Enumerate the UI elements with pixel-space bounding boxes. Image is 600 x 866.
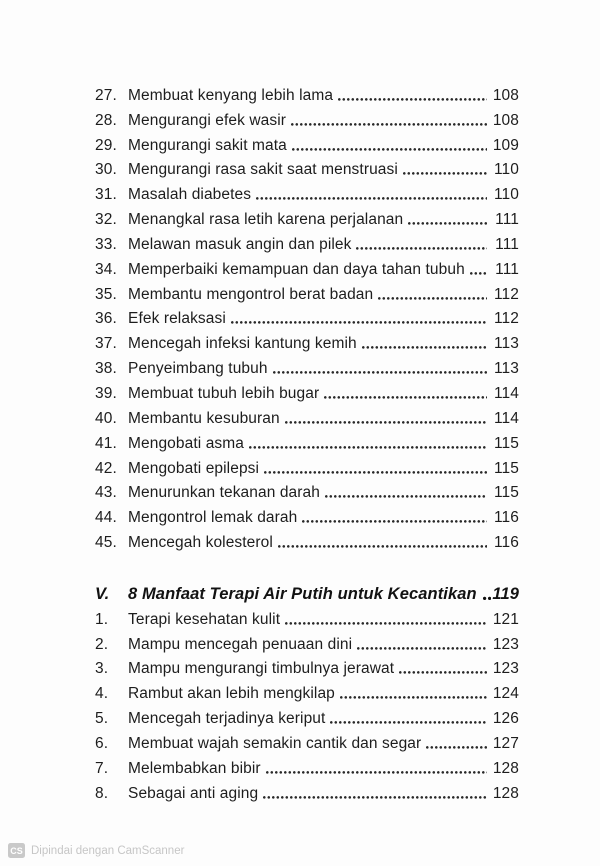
- entry-page: 109: [492, 136, 519, 154]
- toc-entry: [95, 527, 519, 552]
- dot-leader: [330, 720, 487, 725]
- dot-leader: [325, 494, 487, 499]
- entry-title: Masalah diabetes: [128, 186, 252, 204]
- entry-page: 114: [493, 409, 519, 427]
- entry-title: Membuat kenyang lebih lama: [128, 86, 334, 104]
- entry-title: Menurunkan tekanan darah: [128, 484, 320, 502]
- toc-entry: [95, 728, 519, 753]
- entry-page: 128: [492, 784, 519, 802]
- entry-title: Membantu mengontrol berat badan: [128, 285, 374, 303]
- dot-leader: [278, 544, 487, 549]
- dot-leader: [408, 221, 487, 226]
- entry-page: 108: [492, 86, 519, 104]
- toc-entry: [95, 80, 519, 105]
- entry-title: Mencegah terjadinya keriput: [128, 710, 326, 728]
- toc-entry: [95, 155, 519, 180]
- toc-entry: [95, 378, 519, 403]
- camscanner-watermark: [8, 843, 184, 858]
- dot-leader: [470, 271, 487, 276]
- toc-section-v: [95, 579, 519, 803]
- entry-page: 111: [495, 211, 519, 229]
- entry-page: 111: [495, 235, 519, 253]
- toc-entry: [95, 130, 519, 155]
- entry-number: 41.: [95, 434, 117, 452]
- entry-title: Terapi kesehatan kulit: [128, 610, 281, 628]
- toc-entry: [95, 453, 519, 478]
- entry-title: Sebagai anti aging: [128, 784, 259, 802]
- dot-leader: [378, 296, 487, 301]
- entry-page: 115: [493, 459, 519, 477]
- entry-page: 124: [492, 685, 519, 703]
- toc-entry: [95, 579, 519, 604]
- dot-leader: [291, 122, 487, 127]
- entry-title: 8 Manfaat Terapi Air Putih untuk Kecantikan: [128, 584, 477, 603]
- entry-page: 113: [493, 335, 519, 353]
- dot-leader: [273, 370, 487, 375]
- toc-entry: [95, 105, 519, 130]
- entry-page: 123: [492, 635, 519, 653]
- toc-entry: [95, 654, 519, 679]
- entry-number: 31.: [95, 186, 117, 204]
- entry-title: Melawan masuk angin dan pilek: [128, 235, 352, 253]
- entry-number: 29.: [95, 136, 117, 154]
- toc-entry: [95, 604, 519, 629]
- dot-leader: [357, 646, 487, 651]
- entry-page: 116: [493, 534, 519, 552]
- entry-title: Mengontrol lemak darah: [128, 509, 298, 527]
- dot-leader: [263, 795, 487, 800]
- toc-entry: [95, 328, 519, 353]
- toc-entry: [95, 204, 519, 229]
- dot-leader: [356, 246, 487, 251]
- entry-page: 112: [493, 310, 519, 328]
- entry-title: Melembabkan bibir: [128, 759, 261, 777]
- dot-leader: [338, 97, 487, 102]
- entry-title: Efek relaksasi: [128, 310, 226, 328]
- entry-title: Rambut akan lebih mengkilap: [128, 685, 335, 703]
- entry-title: Mengurangi sakit mata: [128, 136, 287, 154]
- entry-page: 128: [492, 759, 519, 777]
- entry-page: 108: [492, 111, 519, 129]
- entry-page: 119: [492, 584, 519, 603]
- entry-number: 44.: [95, 509, 117, 527]
- toc-entry: [95, 678, 519, 703]
- dot-leader: [285, 420, 487, 425]
- toc-entry: [95, 279, 519, 304]
- entry-number: 28.: [95, 111, 117, 129]
- dot-leader: [264, 470, 487, 475]
- entry-number: 1.: [95, 610, 109, 628]
- toc-entry: [95, 629, 519, 654]
- entry-title: Penyeimbang tubuh: [128, 360, 268, 378]
- entry-page: 123: [492, 660, 519, 678]
- entry-page: 127: [492, 734, 519, 752]
- toc-entry: [95, 428, 519, 453]
- entry-page: 121: [492, 610, 519, 628]
- entry-number: 2.: [95, 635, 109, 653]
- entry-number: 30.: [95, 161, 117, 179]
- toc-entry: [95, 502, 519, 527]
- entry-title: Mampu mencegah penuaan dini: [128, 635, 353, 653]
- toc-entry: [95, 778, 519, 803]
- dot-leader: [256, 196, 487, 201]
- entry-page: 115: [493, 484, 519, 502]
- entry-number: 27.: [95, 86, 117, 104]
- entry-page: 111: [495, 260, 519, 278]
- dot-leader: [249, 445, 487, 450]
- dot-leader: [292, 147, 487, 152]
- toc-entry: [95, 753, 519, 778]
- dot-leader: [399, 670, 487, 675]
- dot-leader: [324, 395, 487, 400]
- entry-title: Membuat wajah semakin cantik dan segar: [128, 734, 422, 752]
- entry-number: 5.: [95, 710, 109, 728]
- entry-title: Mampu mengurangi timbulnya jerawat: [128, 660, 395, 678]
- entry-title: Membantu kesuburan: [128, 409, 280, 427]
- entry-number: 38.: [95, 360, 117, 378]
- entry-number: 32.: [95, 211, 117, 229]
- entry-number: 42.: [95, 459, 117, 477]
- entry-number: 45.: [95, 534, 117, 552]
- entry-title: Mengurangi rasa sakit saat menstruasi: [128, 161, 398, 179]
- toc-entry: [95, 304, 519, 329]
- entry-number: 39.: [95, 384, 117, 402]
- entry-title: Mengobati asma: [128, 434, 244, 452]
- toc-entry: [95, 403, 519, 428]
- dot-leader: [266, 770, 487, 775]
- entry-page: 112: [493, 285, 519, 303]
- camscanner-text: Dipindai dengan CamScanner: [31, 844, 185, 857]
- entry-number: 36.: [95, 310, 117, 328]
- entry-number: 8.: [95, 784, 109, 802]
- dot-leader: [302, 519, 487, 524]
- dot-leader: [403, 171, 487, 176]
- entry-title: Memperbaiki kemampuan dan daya tahan tubuh: [128, 260, 465, 278]
- entry-page: 116: [493, 509, 519, 527]
- toc-entry: [95, 703, 519, 728]
- entry-page: 115: [493, 434, 519, 452]
- entry-number: 35.: [95, 285, 117, 303]
- entry-number: 37.: [95, 335, 117, 353]
- entry-title: Mengobati epilepsi: [128, 459, 260, 477]
- camscanner-icon: CS: [8, 843, 25, 858]
- dot-leader: [231, 320, 487, 325]
- toc-list-items-27-45: [95, 80, 519, 552]
- dot-leader: [362, 345, 487, 350]
- entry-number: 34.: [95, 260, 117, 278]
- entry-number: 6.: [95, 734, 109, 752]
- toc-entry: [95, 229, 519, 254]
- entry-page: 113: [493, 360, 519, 378]
- entry-page: 110: [493, 161, 519, 179]
- entry-page: 110: [493, 186, 519, 204]
- entry-title: Membuat tubuh lebih bugar: [128, 384, 320, 402]
- entry-number: 33.: [95, 235, 117, 253]
- toc-entry: [95, 353, 519, 378]
- entry-number: V.: [95, 584, 110, 603]
- entry-title: Menangkal rasa letih karena perjalanan: [128, 211, 404, 229]
- dot-leader: [340, 695, 487, 700]
- dot-leader: [285, 621, 487, 626]
- toc-entry: [95, 254, 519, 279]
- entry-title: Mencegah kolesterol: [128, 534, 273, 552]
- entry-number: 4.: [95, 685, 109, 703]
- entry-number: 40.: [95, 409, 117, 427]
- toc-entry: [95, 179, 519, 204]
- entry-number: 3.: [95, 660, 109, 678]
- dot-leader: [426, 745, 487, 750]
- entry-number: 7.: [95, 759, 109, 777]
- toc-entry: [95, 478, 519, 503]
- entry-title: Mengurangi efek wasir: [128, 111, 287, 129]
- entry-page: 114: [493, 384, 519, 402]
- entry-number: 43.: [95, 484, 117, 502]
- entry-title: Mencegah infeksi kantung kemih: [128, 335, 357, 353]
- entry-page: 126: [492, 710, 519, 728]
- dot-leader: [483, 596, 491, 601]
